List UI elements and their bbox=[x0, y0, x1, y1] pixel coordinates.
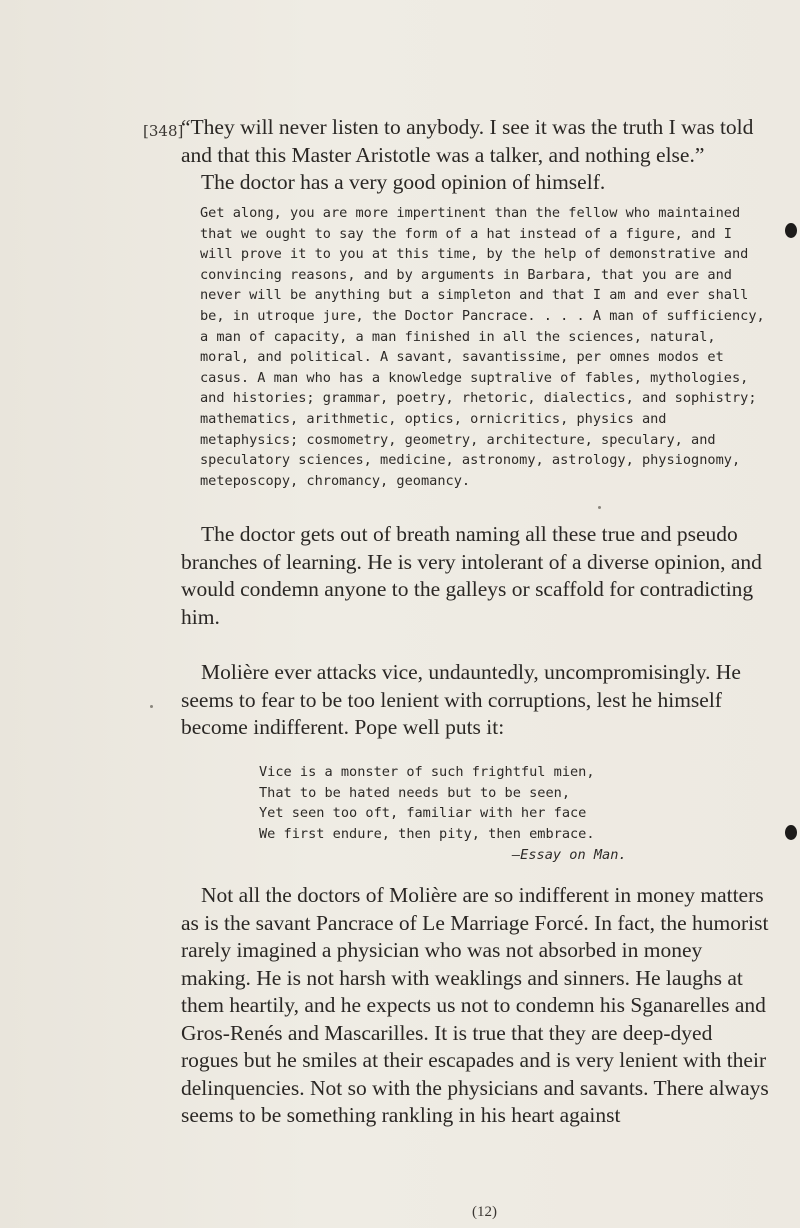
poem-line: We first endure, then pity, then embrace. bbox=[259, 825, 595, 842]
poem-line: Vice is a monster of such frightful mien, bbox=[259, 764, 595, 780]
page-number: (12) bbox=[472, 1204, 497, 1220]
paper-speck-icon bbox=[150, 705, 153, 708]
paragraph-moliere-vice: Molière ever attacks vice, undauntedly, uncompromisingly. He seems to fear to be too lenient with corruptions, lest he himself become indifferent. Pope well puts it: bbox=[181, 660, 741, 739]
binding-hole-icon bbox=[785, 825, 797, 840]
paragraph-branches-of-learning: The doctor gets out of breath naming all these true and pseudo branches of learning. He is very intolerant of a diverse opinion, and would condemn anyone to the galleys or scaffold for contradicting him. bbox=[181, 522, 762, 629]
block-quote-pancrace: Get along, you are more impertinent than the fellow who maintained that we ought to say the form of a hat instead of a figure, and I will prove it to you at this time, by the help of demonstrative and convincing reasons, and by arguments in Barbara, that you are and never will be anything but a simpleton and that I am and ever shall be, in utroque jure, the Doctor Pancrace. . . . A man of sufficiency, a man of capacity, a man finished in all the sciences, natural, moral, and political. A savant, savantissime, per omnes modos et casus. A man who has a knowledge suptralive of fables, mythologies, and histories; grammar, poetry, rhetoric, dialectics, and sophistry; mathematics, arithmetic, optics, ornicritics, physics and metaphysics; cosmometry, geometry, architecture, speculary, and speculatory sciences, medicine, astronomy, astrology, physiognomy, meteposcopy, chromancy, geomancy. bbox=[200, 205, 765, 489]
margin-reference: [348] bbox=[143, 122, 184, 140]
paragraph-quote-aristotle: “They will never listen to anybody. I see it was the truth I was told and that this Master Aristotle was a talker, and nothing else.” bbox=[181, 115, 754, 167]
paragraph-doctors-money: Not all the doctors of Molière are so indifferent in money matters as is the savant Pancrace of Le Marriage Forcé. In fact, the humorist rarely imagined a physician who was not absorbed in money making. He is not harsh with weaklings and sinners. He laughs at them heartily, and he expects us not to condemn his Sganarelles and Gros-Renés and Mascarilles. It is true that they are deep-dyed rogues but he smiles at their escapades and is very lenient with their delinquencies. Not so with the physicians and savants. There always seems to be something rankling in his heart against bbox=[181, 883, 769, 1127]
paragraph-doctor-opinion: The doctor has a very good opinion of himself. bbox=[201, 170, 606, 194]
poem-line: Yet seen too oft, familiar with her face bbox=[259, 805, 587, 822]
paper-speck-icon bbox=[598, 506, 601, 509]
poem-line: That to be hated needs but to be seen, bbox=[259, 784, 570, 801]
binding-hole-icon bbox=[785, 223, 797, 238]
poem-attribution: —Essay on Man. bbox=[512, 847, 627, 863]
poem-quote bbox=[259, 762, 595, 844]
